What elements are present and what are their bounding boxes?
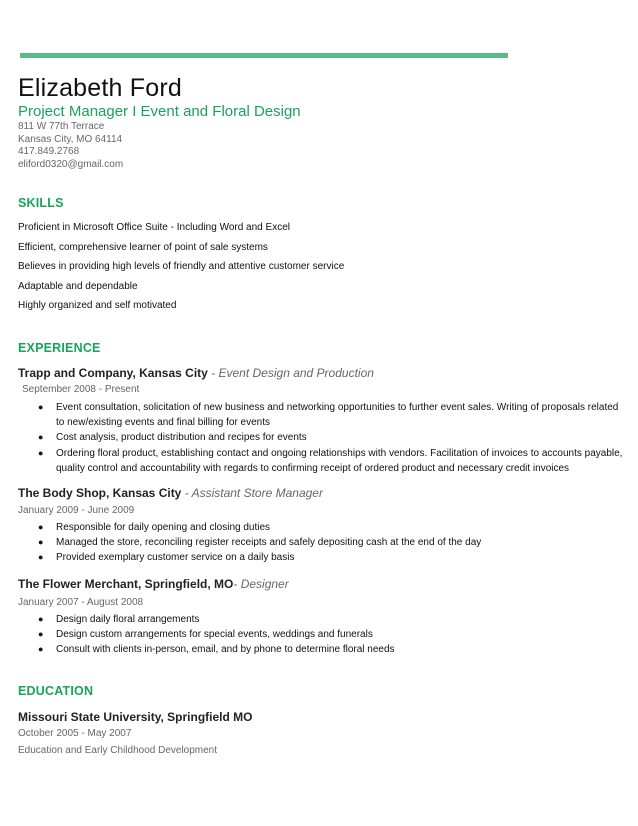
skill-item: Highly organized and self motivated <box>18 300 177 312</box>
bullet-icon: ● <box>38 629 44 640</box>
education-field: Education and Early Childhood Development <box>18 745 218 756</box>
list-item: ● Consult with clients in-person, email, and by phone to determine floral needs <box>38 642 628 657</box>
job-bullets-2 <box>38 520 628 566</box>
employer-name: The Body Shop, Kansas City <box>18 486 182 500</box>
job-title-1 <box>18 366 374 380</box>
job-dates: September 2008 - Present <box>22 384 140 395</box>
candidate-headline: Project Manager I Event and Floral Design <box>18 103 301 120</box>
job-title-3 <box>18 577 289 591</box>
list-item: ● Provided exemplary customer service on a daily basis <box>38 550 628 565</box>
experience-heading: EXPERIENCE <box>18 341 101 355</box>
bullet-icon: ● <box>38 644 44 655</box>
address-line-2: Kansas City, MO 64114 <box>18 133 123 145</box>
job-role: - Assistant Store Manager <box>181 486 323 500</box>
job-bullets-1 <box>38 400 628 476</box>
bullet-icon: ● <box>38 402 44 412</box>
school-name: Missouri State University, Springfield MO <box>18 710 253 724</box>
phone-number: 417.849.2768 <box>18 146 80 157</box>
address-line-1: 811 W 77th Terrace <box>18 121 105 132</box>
employer-name: Trapp and Company, Kansas City <box>18 366 208 380</box>
contact-block <box>18 121 123 171</box>
job-role: - Designer <box>233 577 289 591</box>
bullet-icon: ● <box>38 432 44 443</box>
bullet-icon: ● <box>38 447 44 458</box>
employer-name: The Flower Merchant, Springfield, MO <box>18 577 234 591</box>
list-item: ● Design daily floral arrangements <box>38 612 628 627</box>
bullet-icon: ● <box>38 522 44 532</box>
bullet-icon: ● <box>38 552 44 563</box>
skill-item: Believes in providing high levels of friendly and attentive customer service <box>18 261 345 273</box>
job-bullets-3 <box>38 612 628 658</box>
list-item: ● Event consultation, solicitation of new business and networking opportunities to further event sales. Writing of proposals related to new/existing events and final billing for events <box>38 402 619 429</box>
header-rule <box>20 53 508 58</box>
job-title-2 <box>18 486 323 500</box>
skills-list <box>18 222 344 320</box>
list-item: ● Design custom arrangements for special events, weddings and funerals <box>38 627 628 642</box>
education-dates: October 2005 - May 2007 <box>18 728 132 739</box>
education-heading: EDUCATION <box>18 684 94 698</box>
candidate-name: Elizabeth Ford <box>18 74 182 102</box>
skill-item: Efficient, comprehensive learner of point of sale systems <box>18 241 268 253</box>
email-address[interactable]: eliford0320@gmail.com <box>18 158 124 170</box>
bullet-icon: ● <box>38 537 44 548</box>
job-dates: January 2009 - June 2009 <box>18 505 135 516</box>
skills-heading: SKILLS <box>18 196 64 210</box>
list-item: ● Ordering floral product, establishing contact and ongoing relationships with vendors. Facilitation of invoices to accounts payable, quality control and accountability with regards to confirming receipt of ordered product and necessary credit invoices <box>38 447 623 474</box>
bullet-icon: ● <box>38 614 44 624</box>
list-item: ● Responsible for daily opening and closing duties <box>38 520 628 535</box>
skill-item: Proficient in Microsoft Office Suite - Including Word and Excel <box>18 222 290 233</box>
skill-item: Adaptable and dependable <box>18 280 138 292</box>
job-dates: January 2007 - August 2008 <box>18 597 144 608</box>
list-item: ● Cost analysis, product distribution and recipes for events <box>38 430 628 445</box>
list-item: ● Managed the store, reconciling register receipts and safely depositing cash at the end of the day <box>38 535 628 550</box>
job-role: - Event Design and Production <box>207 366 374 380</box>
